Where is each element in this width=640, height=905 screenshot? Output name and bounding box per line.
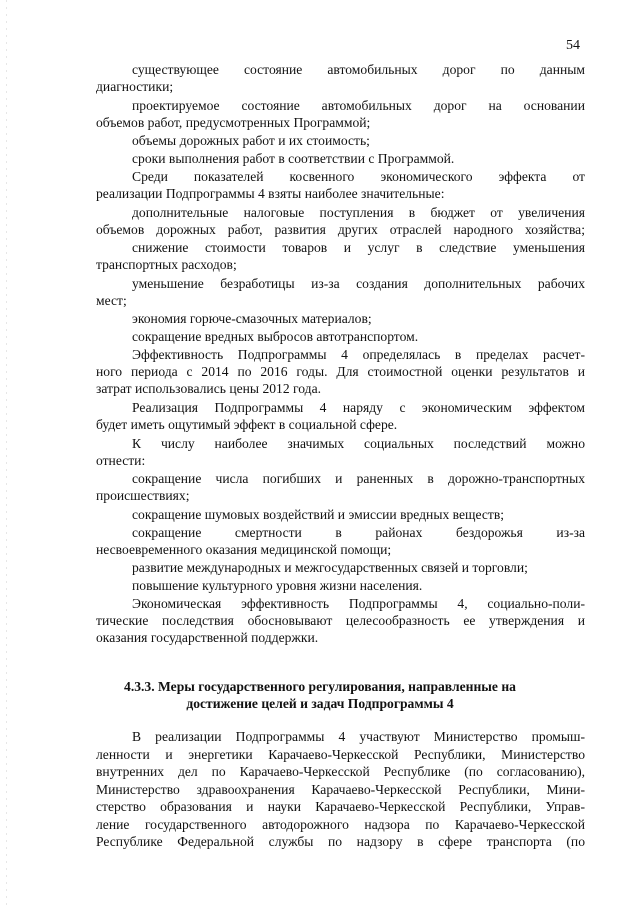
text-line: Среди показателей косвенного экономического эффекта от [132, 169, 585, 184]
text-line: уменьшение безработицы из-за создания дополнительных рабочих [132, 276, 585, 291]
text-line: повышение культурного уровня жизни населения. [132, 578, 423, 593]
text-line: стерство образования и науки Карачаево-Черкесской Республики, Управ- [96, 799, 585, 814]
text-line: тические последствия обосновывают целесообразность ее утверждения и [96, 613, 585, 628]
text-line: реализации Подпрограммы 4 взяты наиболее значительные: [96, 186, 445, 201]
text-line: ленности и энергетики Карачаево-Черкесской Республики, Министерство [96, 747, 585, 762]
text-line: экономия горюче-смазочных материалов; [132, 311, 372, 326]
text-line: ного периода с 2014 по 2016 годы. Для стоимостной оценки результатов и [96, 364, 585, 379]
text-line: мест; [96, 293, 127, 308]
text-line: оказания государственной поддержки. [96, 630, 319, 645]
text-line: существующее состояние автомобильных дорог по данным [132, 62, 585, 77]
text-line: сроки выполнения работ в соответствии с Программой. [132, 151, 455, 166]
text-line: Экономическая эффективность Подпрограммы 4, социально-поли- [132, 596, 585, 611]
text-line: Реализация Подпрограммы 4 наряду с экономическим эффектом [132, 400, 585, 415]
text-line: снижение стоимости товаров и услуг в следствие уменьшения [132, 240, 585, 255]
text-line: сокращение вредных выбросов автотранспортом. [132, 329, 419, 344]
section-heading: достижение целей и задач Подпрограммы 4 [186, 696, 454, 711]
text-line: внутренних дел по Карачаево-Черкесской Республике (по согласованию), [96, 764, 585, 779]
text-line: объемы дорожных работ и их стоимость; [132, 133, 370, 148]
text-line: объемов работ, предусмотренных Программой; [96, 115, 371, 130]
text-line: Эффективность Подпрограммы 4 определялась в пределах расчет- [132, 347, 585, 362]
text-line: происшествиях; [96, 488, 190, 503]
text-line: сокращение смертности в районах бездорожья из-за [132, 525, 585, 540]
text-line: диагностики; [96, 79, 174, 94]
text-line: К числу наиболее значимых социальных последствий можно [132, 436, 585, 451]
text-line: В реализации Подпрограммы 4 участвуют Министерство промыш- [132, 729, 585, 744]
text-line: проектируемое состояние автомобильных дорог на основании [132, 98, 585, 113]
page-number: 54 [566, 38, 580, 53]
text-line: Министерство здравоохранения Карачаево-Черкесской Республики, Мини- [96, 782, 585, 797]
text-line: сокращение шумовых воздействий и эмиссии вредных веществ; [132, 507, 505, 522]
text-line: объемов дорожных работ, развития других отраслей народного хозяйства; [96, 222, 585, 237]
text-line: несвоевременного оказания медицинской помощи; [96, 542, 392, 557]
text-line: развитие международных и межгосударственных связей и торговли; [132, 560, 528, 575]
text-line: отнести: [96, 453, 146, 468]
text-line: сокращение числа погибших и раненных в дорожно-транспортных [132, 471, 585, 486]
text-line: транспортных расходов; [96, 257, 237, 272]
text-line: дополнительные налоговые поступления в бюджет от увеличения [132, 205, 585, 220]
section-heading: 4.3.3. Меры государственного регулирования, направленные на [124, 679, 516, 694]
text-line: ление государственного автодорожного надзора по Карачаево-Черкесской [96, 817, 585, 832]
text-line: будет иметь ощутимый эффект в социальной сфере. [96, 417, 398, 432]
text-line: затрат использовались цены 2012 года. [96, 381, 322, 396]
text-line: Республике Федеральной службы по надзору в сфере транспорта (по [96, 834, 585, 849]
